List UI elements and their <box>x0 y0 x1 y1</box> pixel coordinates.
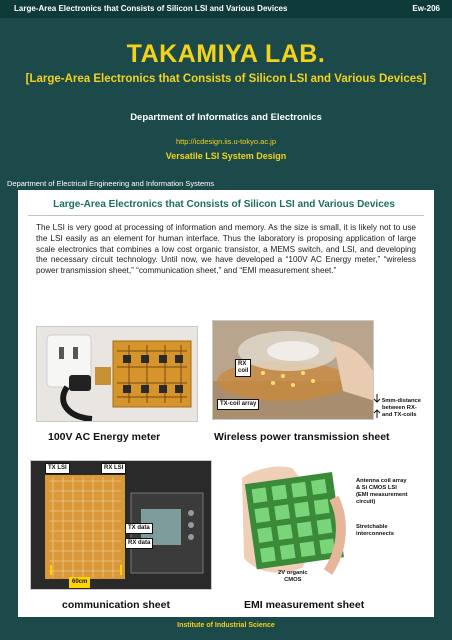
energy-meter-photo <box>36 326 198 422</box>
lab-url-link[interactable]: http://icdesign.iis.u-tokyo.ac.jp <box>175 137 277 146</box>
rx-coil-label: RX coil <box>235 359 251 377</box>
rx-lsi-label: RX LSI <box>101 463 126 474</box>
communication-illustration <box>31 461 212 590</box>
organic-note: 2V organic CMOS <box>278 570 308 583</box>
stretch-note: Stretchable interconnects <box>356 524 395 537</box>
wireless-caption: Wireless power transmission sheet <box>214 431 390 443</box>
content-card <box>18 190 434 617</box>
section-title: Large-Area Electronics that Consists of Silicon LSI and Various Devices <box>53 199 395 210</box>
lab-subtitle: [Large-Area Electronics that Consists of Silicon LSI and Various Devices] <box>25 73 427 85</box>
energy-meter-illustration <box>37 327 198 422</box>
emi-photo <box>232 458 352 592</box>
group-name: Versatile LSI System Design <box>165 151 287 161</box>
footer-text: Institute of Industrial Science <box>177 622 275 629</box>
energy-meter-caption: 100V AC Energy meter <box>48 431 161 443</box>
hero-banner <box>0 18 452 178</box>
communication-photo <box>30 460 212 590</box>
department-bar <box>0 178 452 190</box>
content-panel <box>0 190 452 617</box>
header-title: Large-Area Electronics that Consists of Silicon LSI and Various Devices <box>14 4 288 13</box>
tx-coil-label: TX-coil array <box>217 399 259 410</box>
emi-caption: EMI measurement sheet <box>244 599 365 611</box>
footer-bar <box>0 617 452 640</box>
lab-title: TAKAMIYA LAB. <box>126 40 326 68</box>
distance-arrow-icon <box>373 394 381 418</box>
tx-lsi-label: TX LSI <box>45 463 70 474</box>
antenna-note: Antenna coil array & Si CMOS LSI (EMI measurement circuit) <box>356 478 408 505</box>
department-bar-text: Department of Electrical Engineering and Information Systems <box>7 179 215 188</box>
section-divider <box>28 215 424 216</box>
communication-caption: communication sheet <box>62 599 170 611</box>
rx-data-label: RX data <box>125 538 153 549</box>
department-name: Department of Informatics and Electronics <box>130 112 322 123</box>
width-label: 60cm <box>69 577 90 588</box>
description-paragraph: The LSI is very good at processing of information and memory. As the size is small, it is likely not to use the LSI easily as an element for human interface. Thus the laboratory is proposing application of large scale electronics that combines a low cost organic transistor, a MEMS switch, and LSI, and developing the necessary circuit technology. Until now, we have developed a “100V AC Energy meter,” “wireless power transmission sheet,” “communication sheet,” and “EMI measurement sheet.” <box>36 223 416 276</box>
distance-note: 5mm-distance between RX- and TX-coils <box>382 398 421 418</box>
header-code: Ew-206 <box>412 4 440 13</box>
tx-data-label: TX data <box>125 523 153 534</box>
top-bar <box>0 0 452 18</box>
wireless-power-photo <box>212 320 374 420</box>
